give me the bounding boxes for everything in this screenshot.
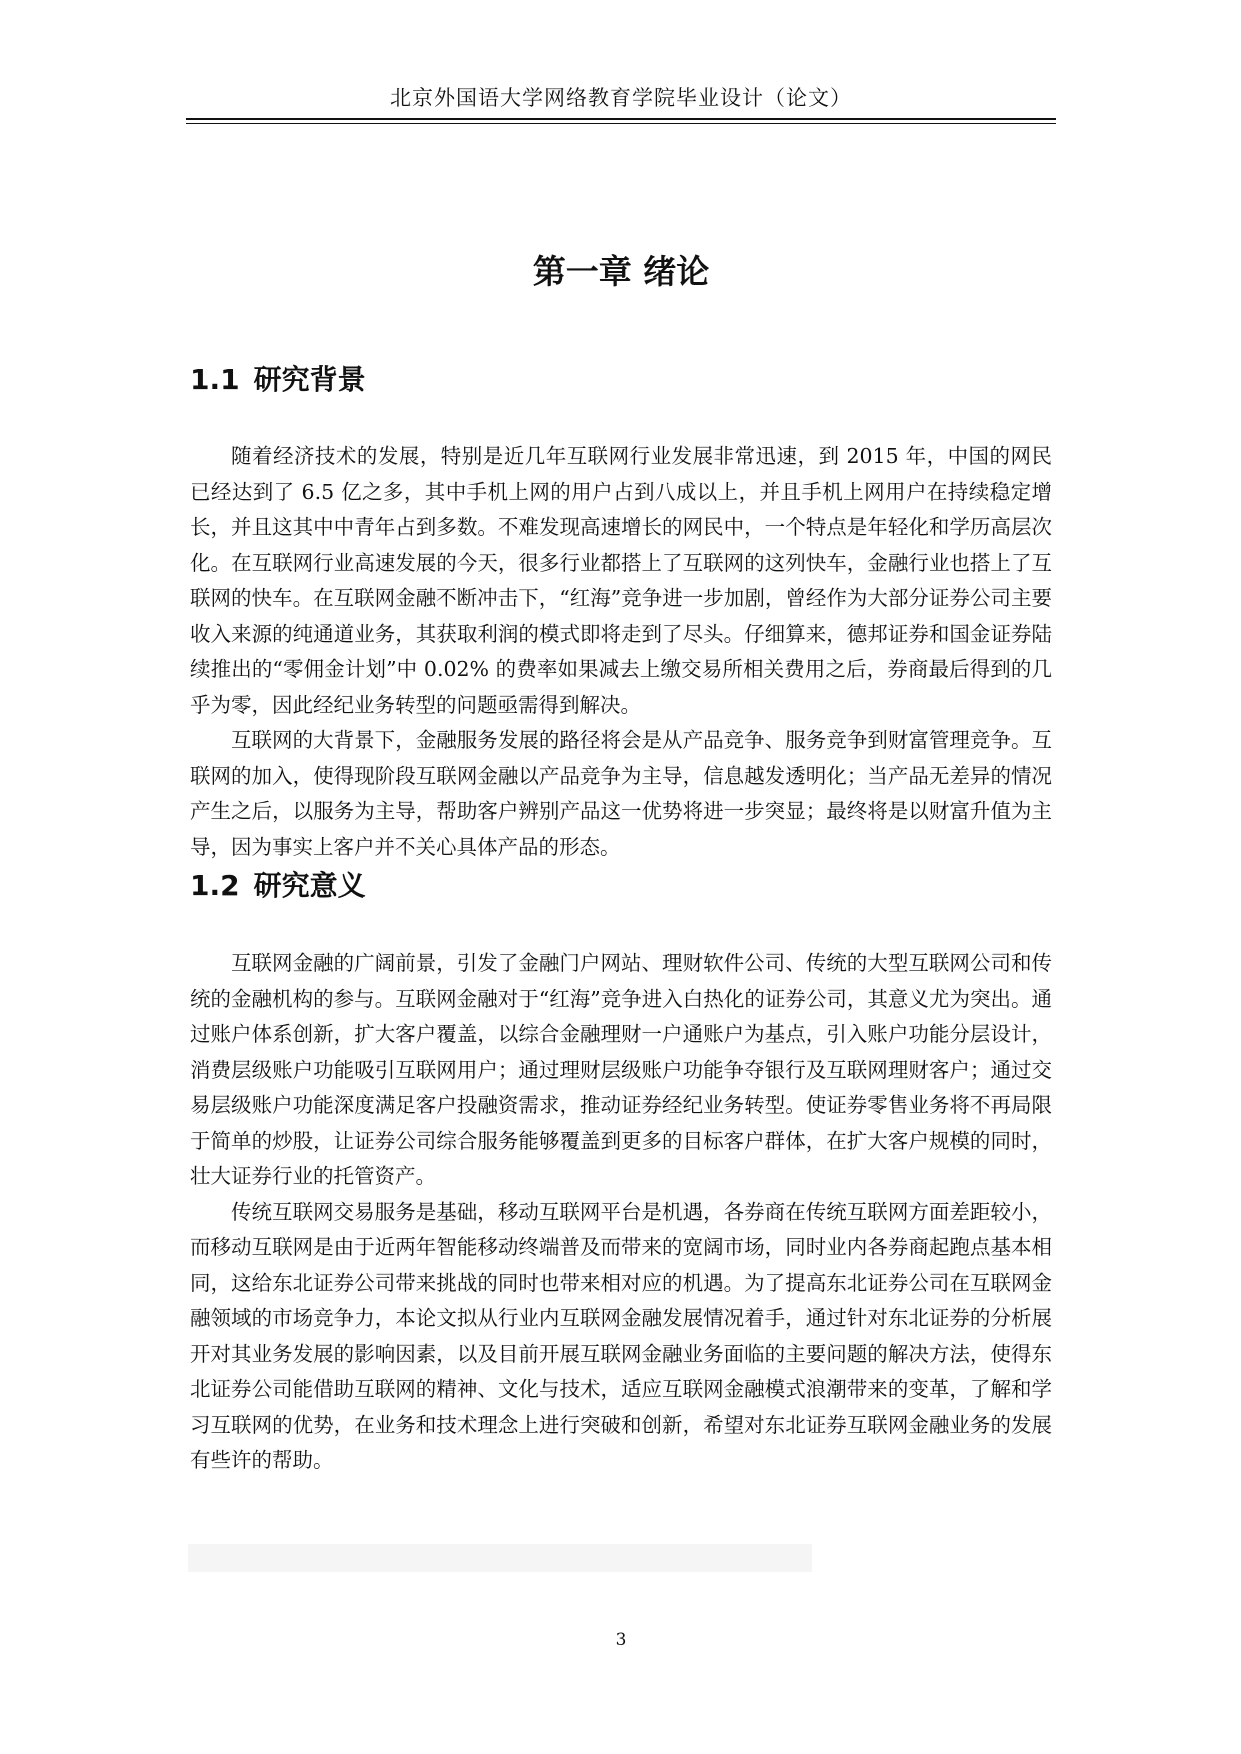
section-number: 1.1 (190, 363, 240, 396)
header-rule (186, 118, 1056, 120)
section-title-text: 研究背景 (253, 363, 366, 396)
shaded-footnote-area (188, 1544, 812, 1572)
section-heading-1-2 (190, 866, 366, 906)
section-body-1-1 (190, 439, 1052, 865)
page-header-title: 北京外国语大学网络教育学院毕业设计（论文） (390, 86, 852, 110)
header-rule-thin (186, 123, 1056, 124)
paragraph: 随着经济技术的发展，特别是近几年互联网行业发展非常迅速，到 2015 年，中国的网民已经达到了 6.5 亿之多，其中手机上网的用户占到八成以上，并且手机上网用户在持续稳定增长，并且这其中中青年占到多数。不难发现高速增长的网民中，一个特点是年轻化和学历高层次化。在互联网行业高速发展的今天，很多行业都搭上了互联网的这列快车，金融行业也搭上了互联网的快车。在互联网金融不断冲击下，“红海”竞争进一步加剧，曾经作为大部分证券公司主要收入来源的纯通道业务，其获取利润的模式即将走到了尽头。仔细算来，德邦证券和国金证券陆续推出的“零佣金计划”中 0.02% 的费率如果减去上缴交易所相关费用之后，券商最后得到的几乎为零，因此经纪业务转型的问题亟需得到解决。 (190, 444, 1052, 717)
section-body-1-2 (190, 946, 1052, 1479)
section-title-text: 研究意义 (253, 869, 366, 902)
paragraph: 传统互联网交易服务是基础，移动互联网平台是机遇，各券商在传统互联网方面差距较小，而移动互联网是由于近两年智能移动终端普及而带来的宽阔市场，同时业内各券商起跑点基本相同，这给东北证券公司带来挑战的同时也带来相对应的机遇。为了提高东北证券公司在互联网金融领域的市场竞争力，本论文拟从行业内互联网金融发展情况着手，通过针对东北证券的分析展开对其业务发展的影响因素，以及目前开展互联网金融业务面临的主要问题的解决方法，使得东北证券公司能借助互联网的精神、文化与技术，适应互联网金融模式浪潮带来的变革，了解和学习互联网的优势，在业务和技术理念上进行突破和创新，希望对东北证券互联网金融业务的发展有些许的帮助。 (190, 1199, 1052, 1472)
paragraph: 互联网的大背景下，金融服务发展的路径将会是从产品竞争、服务竞争到财富管理竞争。互联网的加入，使得现阶段互联网金融以产品竞争为主导，信息越发透明化；当产品无差异的情况产生之后，以服务为主导，帮助客户辨别产品这一优势将进一步突显；最终将是以财富升值为主导，因为事实上客户并不关心具体产品的形态。 (190, 728, 1052, 859)
chapter-title: 第一章 绪论 (532, 252, 710, 291)
paragraph: 互联网金融的广阔前景，引发了金融门户网站、理财软件公司、传统的大型互联网公司和传统的金融机构的参与。互联网金融对于“红海”竞争进入白热化的证券公司，其意义尤为突出。通过账户体系创新，扩大客户覆盖，以综合金融理财一户通账户为基点，引入账户功能分层设计，消费层级账户功能吸引互联网用户；通过理财层级账户功能争夺银行及互联网理财客户；通过交易层级账户功能深度满足客户投融资需求，推动证券经纪业务转型。使证券零售业务将不再局限于简单的炒股，让证券公司综合服务能够覆盖到更多的目标客户群体，在扩大客户规模的同时，壮大证券行业的托管资产。 (190, 951, 1052, 1188)
page-number: 3 (615, 1630, 627, 1650)
section-number: 1.2 (190, 869, 240, 902)
section-heading-1-1 (190, 360, 366, 400)
